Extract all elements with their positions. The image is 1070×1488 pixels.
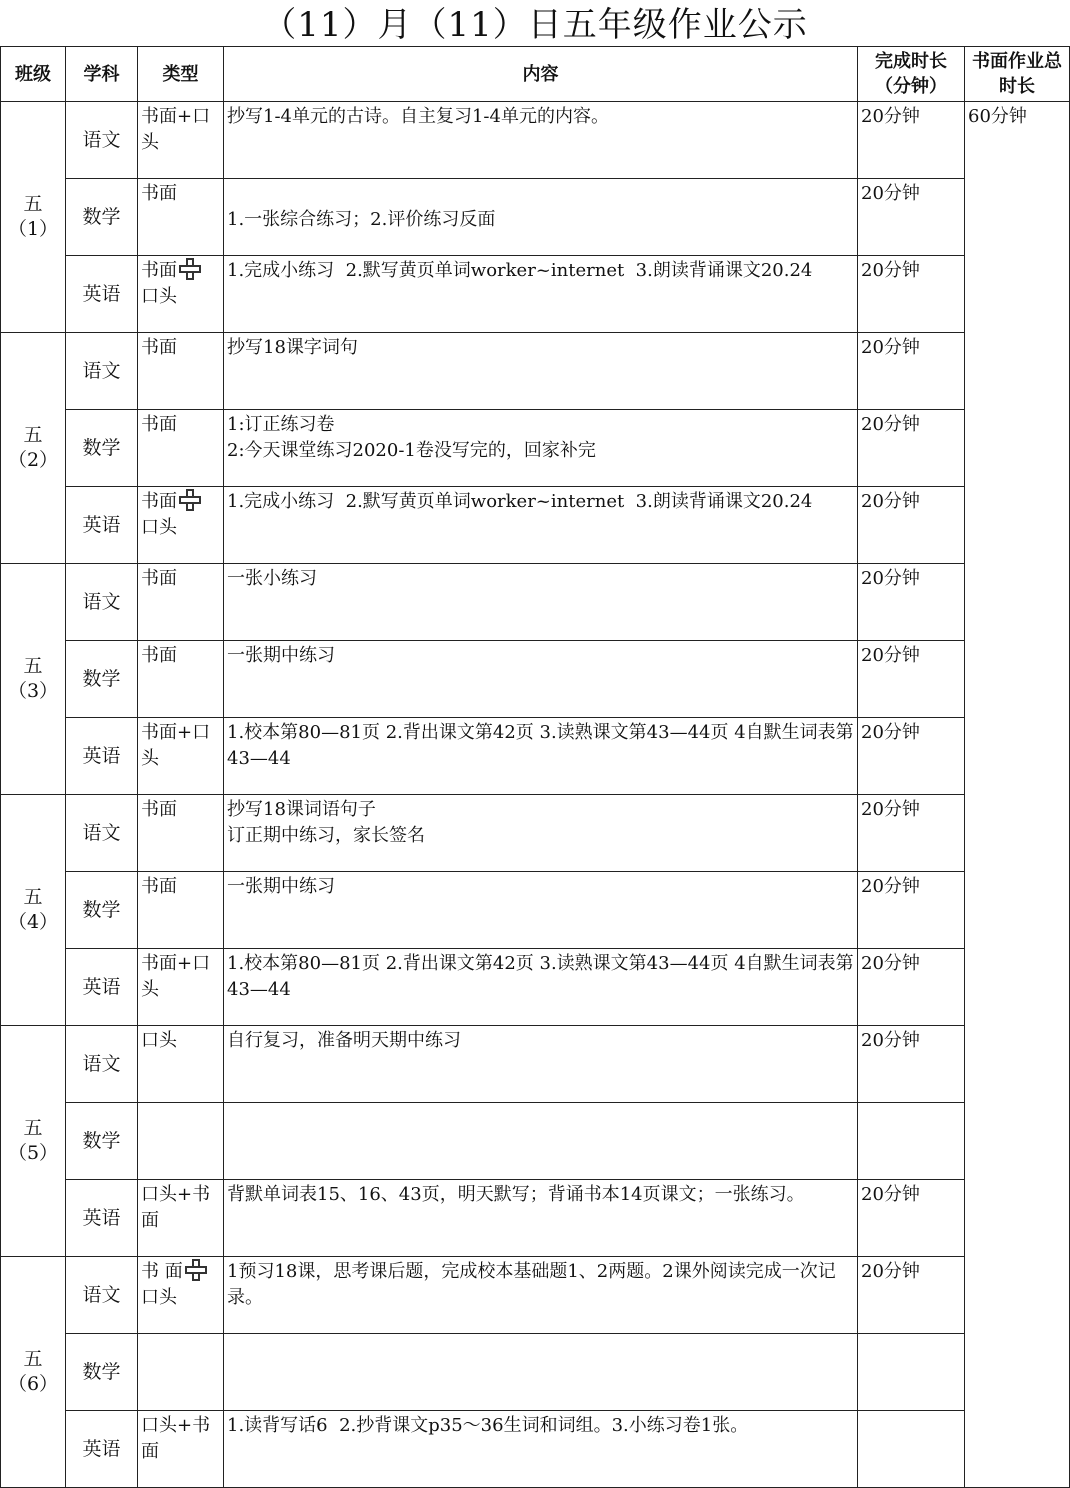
table-row [1,1180,1070,1257]
duration-cell: 20分钟 [858,718,965,795]
duration-cell: 20分钟 [858,949,965,1026]
table-row [1,1026,1070,1103]
content-line [227,1336,854,1362]
type-cell [138,1103,224,1180]
content-line [227,181,854,207]
table-row [1,795,1070,872]
type-cell: 书面+口头 [138,949,224,1026]
class-number: （2） [7,449,59,471]
class-cell [1,564,66,795]
duration-cell: 20分钟 [858,256,965,333]
subject-cell: 英语 [66,1411,138,1488]
content-line: 1.一张综合练习；2.评价练习反面 [227,209,496,230]
type-cell [138,1257,224,1334]
table-row [1,1103,1070,1180]
content-line: 1.完成小练习 2.默写黄页单词worker~internet 3.朗读背诵课文20.24 [227,491,813,512]
subject-cell: 数学 [66,1103,138,1180]
table-body [1,102,1070,1488]
content-line: 订正期中练习，家长签名 [227,825,425,846]
subject-cell: 英语 [66,487,138,564]
table-row [1,718,1070,795]
content-line: 抄写1-4单元的古诗。自主复习1-4单元的内容。 [227,106,609,127]
content-cell [224,179,858,256]
subject-cell: 数学 [66,872,138,949]
type-cell: 书面 [138,564,224,641]
class-grade: 五 [23,424,43,446]
class-grade: 五 [23,655,43,677]
type-part: 口头 [141,286,177,307]
subject-cell: 数学 [66,179,138,256]
homework-table [0,46,1070,1488]
type-cell: 书面 [138,641,224,718]
type-cell: 口头 [138,1026,224,1103]
table-row [1,333,1070,410]
header-total: 书面作业总时长 [965,47,1070,102]
class-number: （6） [7,1373,59,1395]
type-cell: 书面 [138,410,224,487]
content-line: 抄写18课词语句子 [227,799,376,820]
type-part: 书面 [141,260,177,281]
duration-cell: 20分钟 [858,641,965,718]
content-line: 1.校本第80—81页 2.背出课文第42页 3.读熟课文第43—44页 4自默生词表第43—44 [227,953,854,1000]
subject-cell: 数学 [66,410,138,487]
subject-cell: 数学 [66,1334,138,1411]
content-cell [224,1411,858,1488]
header-content: 内容 [224,47,858,102]
content-cell [224,1026,858,1103]
class-cell [1,333,66,564]
content-line: 抄写18课字词句 [227,337,358,358]
content-line: 背默单词表15、16、43页，明天默写；背诵书本14页课文；一张练习。 [227,1184,805,1205]
duration-cell [858,1103,965,1180]
duration-cell: 20分钟 [858,102,965,179]
type-cell: 书面+口头 [138,102,224,179]
duration-cell: 20分钟 [858,179,965,256]
duration-cell [858,1334,965,1411]
subject-cell: 语文 [66,564,138,641]
class-cell [1,102,66,333]
type-cell [138,256,224,333]
subject-cell: 英语 [66,949,138,1026]
type-cell: 书面 [138,333,224,410]
class-grade: 五 [23,193,43,215]
table-row [1,641,1070,718]
table-row [1,410,1070,487]
content-line [227,1105,854,1131]
table-row [1,487,1070,564]
type-cell: 书面 [138,872,224,949]
header-type: 类型 [138,47,224,102]
header-row [1,47,1070,102]
type-cell [138,1334,224,1411]
class-grade: 五 [23,886,43,908]
content-cell [224,333,858,410]
content-cell [224,872,858,949]
content-line: 一张小练习 [227,568,317,589]
content-line: 1预习18课，思考课后题，完成校本基础题1、2两题。2课外阅读完成一次记录。 [227,1261,836,1308]
content-cell [224,487,858,564]
subject-cell: 英语 [66,256,138,333]
class-number: （3） [7,680,59,702]
type-cell: 口头+书面 [138,1180,224,1257]
duration-cell: 20分钟 [858,564,965,641]
subject-cell: 语文 [66,102,138,179]
table-row [1,1411,1070,1488]
content-line: 1:订正练习卷 [227,414,335,435]
class-grade: 五 [23,1117,43,1139]
type-cell: 书面+口头 [138,718,224,795]
content-cell [224,1103,858,1180]
plus-icon [179,489,201,511]
duration-cell [858,1411,965,1488]
table-row [1,949,1070,1026]
content-cell [224,1180,858,1257]
subject-cell: 语文 [66,333,138,410]
subject-cell: 语文 [66,1257,138,1334]
type-cell: 口头+书面 [138,1411,224,1488]
type-cell [138,487,224,564]
header-duration: 完成时长（分钟） [858,47,965,102]
subject-cell: 英语 [66,718,138,795]
subject-cell: 语文 [66,795,138,872]
content-line: 1.读背写话6 2.抄背课文p35～36生词和词组。3.小练习卷1张。 [227,1415,749,1436]
type-cell: 书面 [138,179,224,256]
table-row [1,1257,1070,1334]
class-number: （4） [7,911,59,933]
duration-cell: 20分钟 [858,410,965,487]
class-number: （5） [7,1142,59,1164]
type-cell: 书面 [138,795,224,872]
content-line: 一张期中练习 [227,645,335,666]
type-part: 书面 [141,491,177,512]
class-cell [1,795,66,1026]
total-cell: 60分钟 [965,102,1070,1488]
content-cell [224,410,858,487]
content-cell [224,641,858,718]
duration-cell: 20分钟 [858,1257,965,1334]
table-row [1,102,1070,179]
page-title: （11）月（11）日五年级作业公示 [262,5,808,45]
duration-cell: 20分钟 [858,795,965,872]
content-line: 1.校本第80—81页 2.背出课文第42页 3.读熟课文第43—44页 4自默生词表第43—44 [227,722,854,769]
table-row [1,1334,1070,1411]
table-row [1,179,1070,256]
content-cell [224,256,858,333]
subject-cell: 语文 [66,1026,138,1103]
duration-cell: 20分钟 [858,872,965,949]
duration-cell: 20分钟 [858,487,965,564]
plus-icon [179,258,201,280]
table-row [1,256,1070,333]
class-number: （1） [7,218,59,240]
content-cell [224,1334,858,1411]
table-row [1,872,1070,949]
duration-cell: 20分钟 [858,333,965,410]
content-cell [224,795,858,872]
content-cell [224,1257,858,1334]
duration-cell: 20分钟 [858,1026,965,1103]
type-part: 口头 [141,1287,177,1308]
duration-cell: 20分钟 [858,1180,965,1257]
content-line: 一张期中练习 [227,876,335,897]
table-row [1,564,1070,641]
header-subject: 学科 [66,47,138,102]
content-line: 2:今天课堂练习2020-1卷没写完的，回家补完 [227,440,596,461]
class-grade: 五 [23,1348,43,1370]
content-cell [224,102,858,179]
content-cell [224,949,858,1026]
content-cell [224,718,858,795]
type-part: 口头 [141,517,177,538]
content-line: 自行复习，准备明天期中练习 [227,1030,461,1051]
header-class: 班级 [1,47,66,102]
subject-cell: 数学 [66,641,138,718]
type-part: 书 面 [141,1261,183,1282]
class-cell [1,1026,66,1257]
subject-cell: 英语 [66,1180,138,1257]
content-cell [224,564,858,641]
plus-icon [185,1259,207,1281]
content-line: 1.完成小练习 2.默写黄页单词worker~internet 3.朗读背诵课文20.24 [227,260,813,281]
